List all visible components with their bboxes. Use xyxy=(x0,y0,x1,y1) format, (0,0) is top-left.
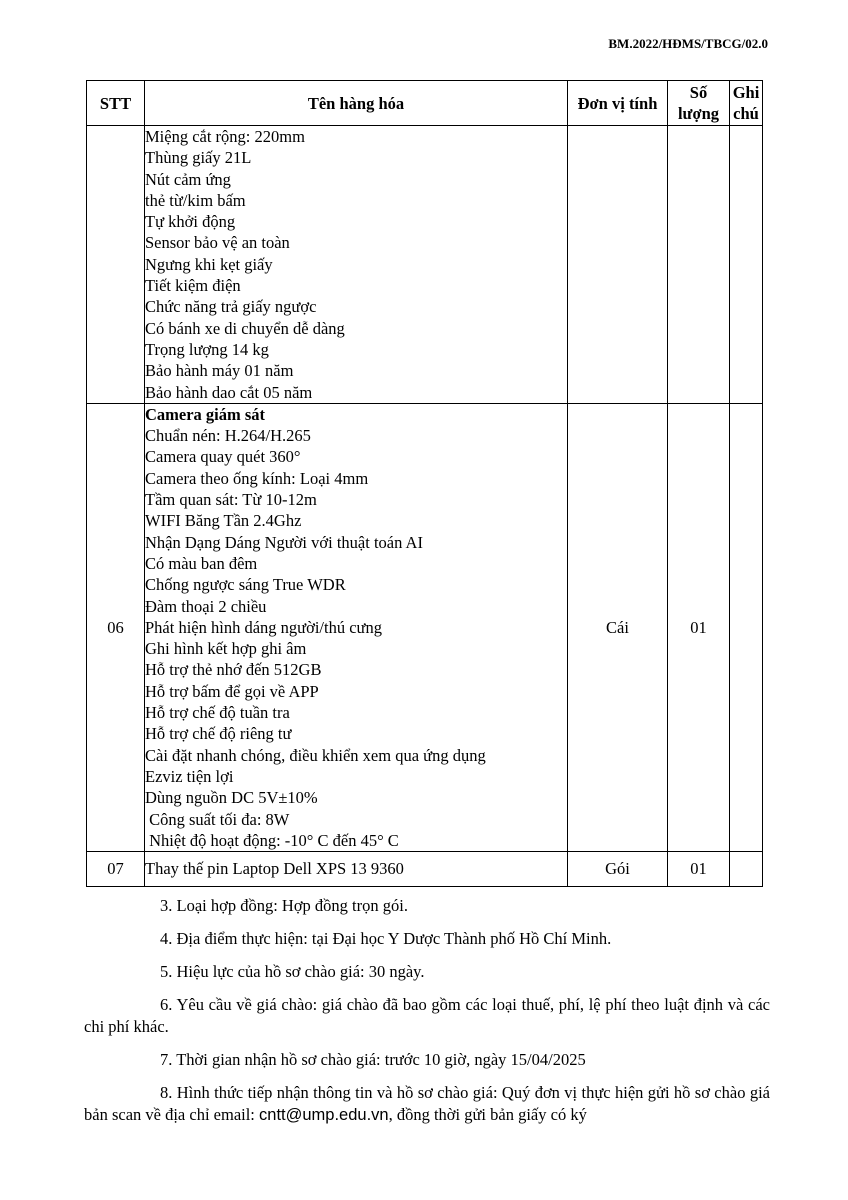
email-link[interactable]: cntt@ump.edu.vn xyxy=(259,1106,389,1124)
spec-line: Chống ngược sáng True WDR xyxy=(145,575,346,595)
cell-note xyxy=(730,403,763,851)
spec-line: Ezviz tiện lợi xyxy=(145,766,234,786)
paragraph-8 xyxy=(84,1082,770,1126)
col-header-qty: Số lượng xyxy=(668,81,730,126)
spec-line: WIFI Băng Tần 2.4Ghz xyxy=(145,511,302,531)
spec-line: Phát hiện hình dáng người/thú cưng xyxy=(145,617,382,637)
spec-line: Hỗ trợ bấm để gọi về APP xyxy=(145,681,319,701)
cell-stt xyxy=(87,126,145,404)
spec-line: Có màu ban đêm xyxy=(145,553,258,573)
spec-line: Đàm thoại 2 chiều xyxy=(145,596,267,616)
col-header-note: Ghi chú xyxy=(730,81,763,126)
cell-qty xyxy=(668,126,730,404)
spec-line: Công suất tối đa: 8W xyxy=(145,809,290,829)
spec-line: Tự khởi động xyxy=(145,212,236,232)
spec-line: Camera theo ống kính: Loại 4mm xyxy=(145,468,369,488)
spec-line: Bảo hành máy 01 năm xyxy=(145,361,294,381)
spec-line: Hỗ trợ chế độ riêng tư xyxy=(145,724,292,744)
spec-line: Nút cảm ứng xyxy=(145,169,231,189)
paragraph-5: 5. Hiệu lực của hồ sơ chào giá: 30 ngày. xyxy=(160,962,425,981)
spec-line: Miệng cắt rộng: 220mm xyxy=(145,127,305,146)
spec-line: Nhận Dạng Dáng Người với thuật toán AI xyxy=(145,532,423,552)
paragraph-4: 4. Địa điểm thực hiện: tại Đại học Y Dược Thành phố Hồ Chí Minh. xyxy=(160,929,612,948)
cell-name xyxy=(145,126,568,404)
document-code: BM.2022/HĐMS/TBCG/02.0 xyxy=(608,36,768,51)
spec-list xyxy=(145,126,567,403)
cell-stt: 06 xyxy=(87,403,145,851)
paragraph-8-text: 8. Hình thức tiếp nhận thông tin và hồ sơ chào giá: Quý đơn vị thực hiện gửi hồ sơ chào giá bản scan về địa chỉ email: xyxy=(84,1083,770,1124)
spec-line: Ghi hình kết hợp ghi âm xyxy=(145,639,307,659)
cell-name: Thay thế pin Laptop Dell XPS 13 9360 xyxy=(145,852,568,887)
paragraph-8-tail: , đồng thời gửi bản giấy có ký xyxy=(388,1105,587,1124)
table-row-06 xyxy=(87,403,763,851)
spec-line: Hỗ trợ chế độ tuần tra xyxy=(145,703,290,723)
item-title: Camera giám sát xyxy=(145,404,266,424)
table-row-07 xyxy=(87,852,763,887)
cell-qty: 01 xyxy=(668,852,730,887)
spec-line: Thùng giấy 21L xyxy=(145,148,252,168)
spec-line: Cài đặt nhanh chóng, điều khiển xem qua ứng dụng xyxy=(145,745,486,765)
terms-section xyxy=(84,895,770,1137)
cell-stt: 07 xyxy=(87,852,145,887)
cell-unit xyxy=(568,126,668,404)
paragraph-3: 3. Loại hợp đồng: Hợp đồng trọn gói. xyxy=(160,896,408,915)
spec-line: Nhiệt độ hoạt động: -10° C đến 45° C xyxy=(145,830,399,850)
paragraph-6: 6. Yêu cầu về giá chào: giá chào đã bao gồm các loại thuế, phí, lệ phí theo luật định và các chi phí khác. xyxy=(84,995,770,1036)
cell-unit: Cái xyxy=(568,403,668,851)
spec-line: Chuẩn nén: H.264/H.265 xyxy=(145,426,311,446)
cell-unit: Gói xyxy=(568,852,668,887)
spec-line: Dùng nguồn DC 5V±10% xyxy=(145,788,318,808)
cell-note xyxy=(730,126,763,404)
spec-line: Ngưng khi kẹt giấy xyxy=(145,254,273,274)
spec-line: Tiết kiệm điện xyxy=(145,276,241,296)
spec-list xyxy=(145,425,567,851)
table-header-row xyxy=(87,81,763,126)
col-header-unit: Đơn vị tính xyxy=(568,81,668,126)
cell-qty: 01 xyxy=(668,403,730,851)
spec-line: Chức năng trả giấy ngược xyxy=(145,297,317,317)
cell-name xyxy=(145,403,568,851)
spec-line: Sensor bảo vệ an toàn xyxy=(145,233,290,253)
spec-line: Bảo hành dao cắt 05 năm xyxy=(145,382,313,402)
goods-table xyxy=(86,80,763,887)
spec-line: Tầm quan sát: Từ 10-12m xyxy=(145,490,317,510)
spec-line: Camera quay quét 360° xyxy=(145,447,301,467)
spec-line: Trọng lượng 14 kg xyxy=(145,339,269,359)
spec-line: thẻ từ/kim bấm xyxy=(145,190,246,210)
cell-note xyxy=(730,852,763,887)
spec-line: Có bánh xe di chuyển dễ dàng xyxy=(145,318,345,338)
spec-line: Hỗ trợ thẻ nhớ đến 512GB xyxy=(145,660,322,680)
col-header-stt: STT xyxy=(87,81,145,126)
paragraph-7: 7. Thời gian nhận hồ sơ chào giá: trước 10 giờ, ngày 15/04/2025 xyxy=(160,1050,586,1069)
table-row-continued xyxy=(87,126,763,404)
col-header-name: Tên hàng hóa xyxy=(145,81,568,126)
